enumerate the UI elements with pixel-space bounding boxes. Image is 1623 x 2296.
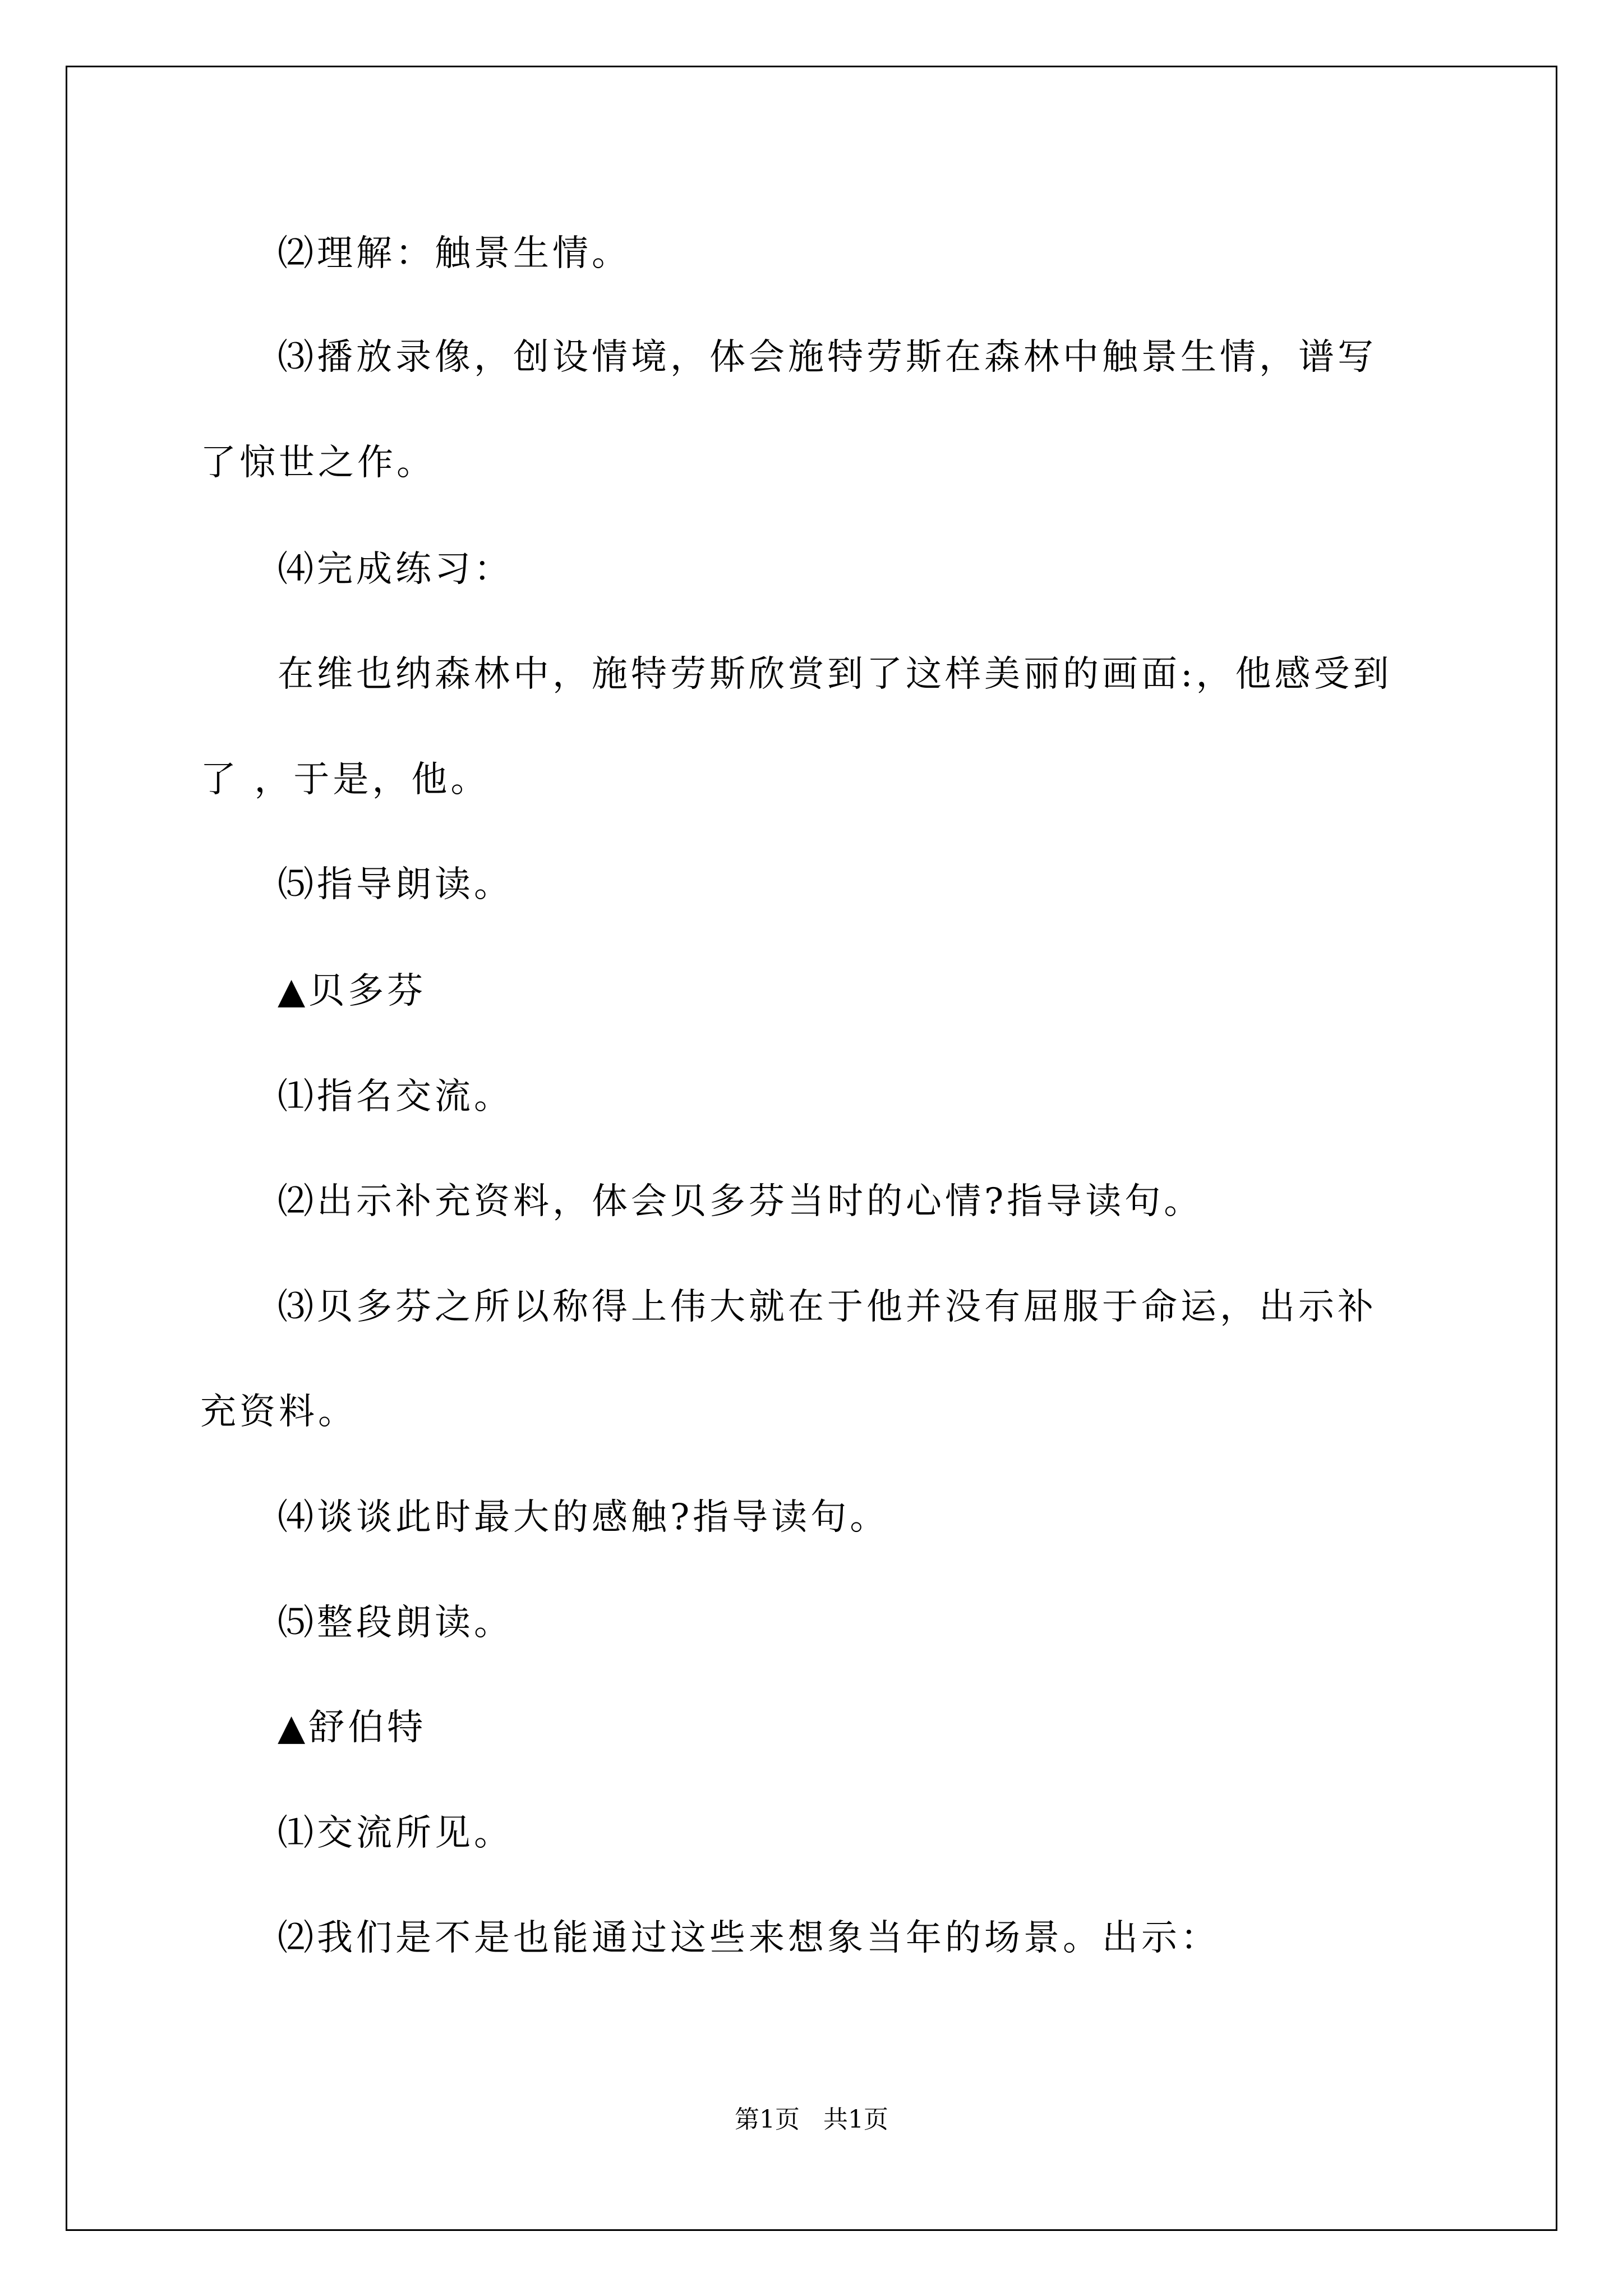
paragraph-line: 了 ，于是，他。 <box>200 759 490 800</box>
page-border <box>66 66 1557 2231</box>
paragraph-line: ⑸指导朗读。 <box>278 864 513 905</box>
paragraph-line: ⑵理解：触景生情。 <box>278 233 631 274</box>
paragraph-line: ⑶播放录像，创设情境，体会施特劳斯在森林中触景生情，谱写 <box>278 337 1377 378</box>
paragraph-line: ⑶贝多芬之所以称得上伟大就在于他并没有屈服于命运，出示补 <box>278 1286 1377 1328</box>
paragraph-line: ⑵出示补充资料，体会贝多芬当时的心情?指导读句。 <box>278 1181 1204 1222</box>
paragraph-line: 在维也纳森林中，施特劳斯欣赏到了这样美丽的画面:，他感受到 <box>278 654 1393 695</box>
paragraph-line: ⑵我们是不是也能通过这些来想象当年的场景。出示： <box>278 1917 1220 1959</box>
paragraph-line: ⑴指名交流。 <box>278 1076 513 1117</box>
section-heading: ▲贝多芬 <box>278 970 427 1012</box>
paragraph-line: 充资料。 <box>200 1391 357 1433</box>
paragraph-line: ⑴交流所见。 <box>278 1812 513 1854</box>
page-footer: 第1页 共1页 <box>735 2105 888 2134</box>
paragraph-line: ⑸整段朗读。 <box>278 1602 513 1644</box>
section-heading: ▲舒伯特 <box>278 1707 427 1749</box>
paragraph-line: ⑷完成练习： <box>278 549 513 590</box>
paragraph-line: ⑷谈谈此时最大的感触?指导读句。 <box>278 1497 889 1538</box>
paragraph-line: 了惊世之作。 <box>200 442 436 484</box>
